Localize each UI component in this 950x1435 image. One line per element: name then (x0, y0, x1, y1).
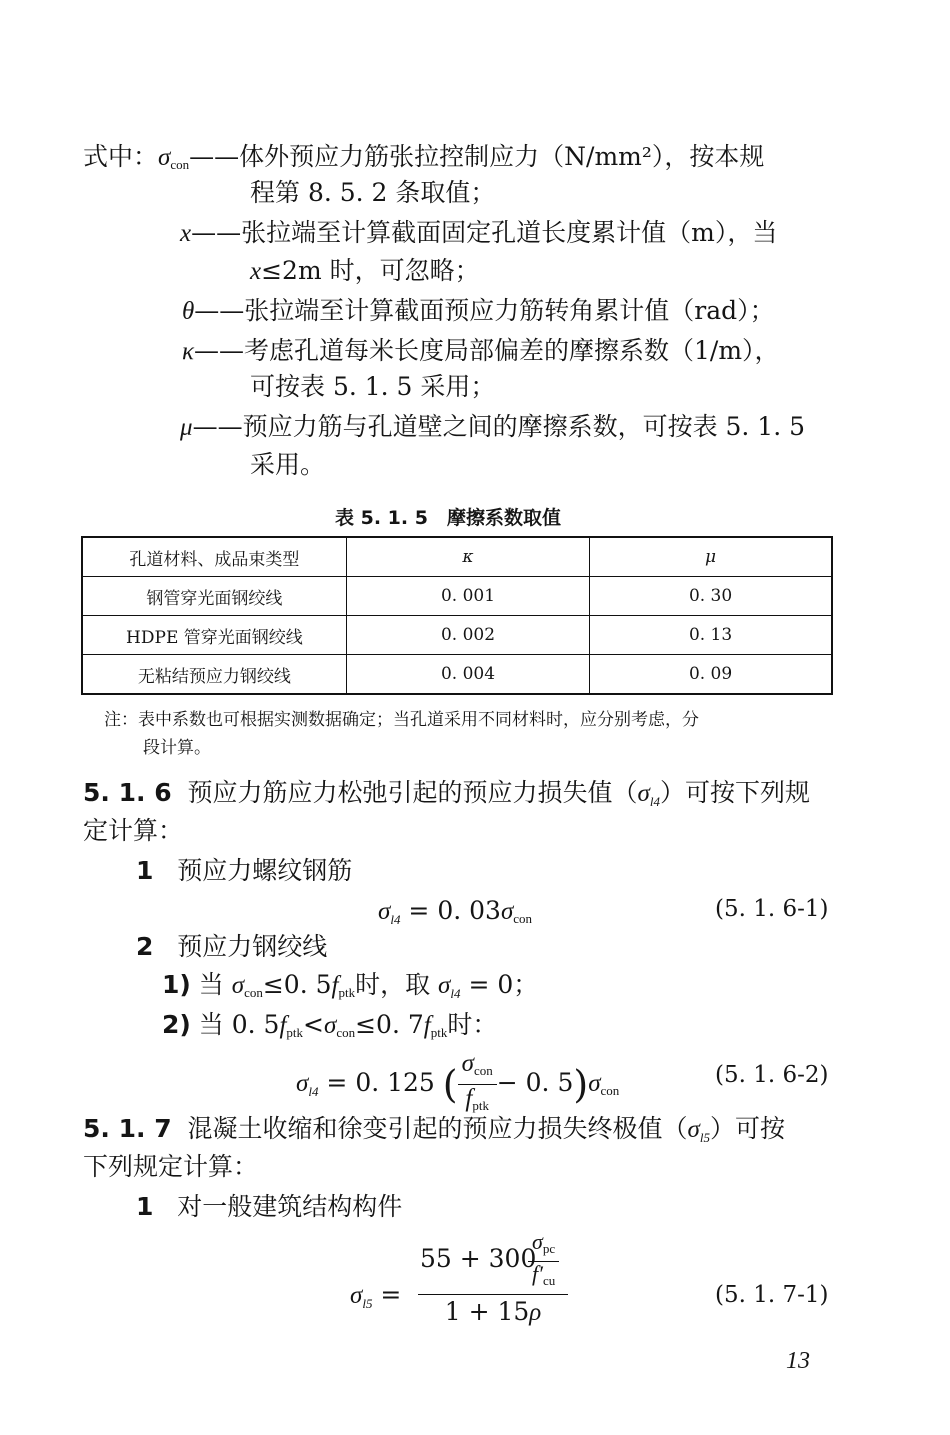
table-caption: 表 5. 1. 5 摩擦系数取值 (335, 507, 561, 529)
cu-subscript: cu (542, 1273, 556, 1288)
def-kappa-text-1: 考虑孔道每米长度局部偏差的摩擦系数（1/m）， (244, 336, 780, 365)
equation-number: (5. 1. 7-1) (715, 1282, 829, 1308)
table-note-1: 注：表中系数也可根据实测数据确定；当孔道采用不同材料时，应分别考虑，分 (104, 710, 699, 730)
numerator-text: 55 + 300 (420, 1244, 537, 1273)
inner-fraction (528, 1230, 559, 1293)
sigma-symbol: σ (687, 1116, 700, 1143)
con-subscript: con (170, 157, 190, 172)
def-x-text-1: 张拉端至计算截面固定孔道长度累计值（m），当 (241, 218, 778, 247)
def-dash: —— (189, 142, 240, 171)
item-text: 预应力钢绞线 (177, 932, 328, 961)
con-subscript: con (473, 1063, 493, 1078)
table-row (82, 655, 832, 695)
pc-subscript: pc (542, 1241, 556, 1256)
section-text: ）可按 (709, 1114, 785, 1143)
subitem-1 (162, 968, 538, 1011)
subitem-text: ≤0. 7 (355, 1010, 424, 1039)
subitem-number: 2) (162, 1010, 191, 1039)
equation-text: = 0. 03 (408, 896, 501, 925)
fraction (458, 1050, 497, 1119)
section-text: 混凝土收缩和徐变引起的预应力损失终极值（ (187, 1114, 688, 1143)
table-cell: 0. 001 (346, 577, 589, 616)
l5-subscript: l5 (699, 1130, 710, 1145)
def-kappa (182, 334, 780, 369)
equation-text: − 0. 5 (496, 1068, 574, 1097)
def-mu-text-1: 预应力筋与孔道壁之间的摩擦系数，可按表 5. 1. 5 (242, 412, 806, 441)
item-text: 对一般建筑结构构件 (177, 1192, 403, 1221)
item-number: 1 (136, 1192, 154, 1221)
sigma-symbol: σ (323, 1012, 337, 1039)
l4-subscript: l4 (390, 912, 401, 927)
f-symbol: f (465, 1085, 473, 1112)
fcu-symbol: f′ (532, 1261, 543, 1286)
def-x-cont (250, 254, 480, 289)
def-sigma-con-cont (250, 176, 495, 210)
mu-symbol: μ (180, 414, 193, 441)
denominator-text: 1 + 15 (444, 1297, 530, 1326)
def-dash: —— (191, 218, 242, 247)
equation-text: = 0. 125 (326, 1068, 435, 1097)
table-cell: 0. 30 (590, 577, 832, 616)
table-row (82, 577, 832, 616)
friction-table (81, 536, 833, 695)
con-subscript: con (600, 1083, 620, 1098)
equation-5-1-7-1-fraction (418, 1230, 568, 1330)
sigma-symbol: σ (350, 1282, 363, 1309)
def-mu-cont (250, 448, 325, 482)
open-paren: ( (442, 1062, 458, 1107)
equation-5-1-7-1-lhs: $\sigma_{l5}$ = (350, 1280, 402, 1311)
rho-symbol: ρ (529, 1299, 542, 1326)
subitem-text: 时，取 (355, 970, 439, 999)
table-cell: HDPE 管穿光面钢绞线 (82, 616, 346, 655)
l4-subscript: l4 (649, 794, 660, 809)
sigma-symbol: σ (637, 780, 650, 807)
sigma-symbol: σ (438, 972, 451, 999)
f-symbol: f (423, 1012, 431, 1039)
sigma-symbol: σ (158, 144, 171, 171)
def-kappa-text-2: 可按表 5. 1. 5 采用； (250, 372, 496, 401)
sigma-symbol: σ (588, 1070, 601, 1097)
table-header-cell: μ (590, 537, 832, 577)
sigma-symbol: σ (461, 1050, 474, 1077)
def-dash: —— (192, 412, 243, 441)
close-paren: ) (573, 1062, 589, 1107)
subitem-text: 时： (447, 1010, 498, 1039)
subitem-text: < (303, 1010, 324, 1039)
table-cell: 0. 09 (590, 655, 832, 695)
item-2-strand (136, 930, 327, 964)
table-header-row (82, 537, 832, 577)
table-cell: 0. 13 (590, 616, 832, 655)
table-cell: 无粘结预应力钢绞线 (82, 655, 346, 695)
ptk-subscript: ptk (472, 1098, 489, 1113)
l4-subscript: l4 (450, 986, 461, 1001)
ptk-subscript: ptk (286, 1025, 304, 1040)
def-x-text-2: ≤2m 时，可忽略； (261, 256, 480, 285)
section-5-1-7-cont: 下列规定计算： (83, 1152, 259, 1181)
item-1-general-members (136, 1190, 402, 1224)
table-row (82, 616, 832, 655)
def-kappa-cont (250, 370, 495, 404)
equation-5-1-6-1 (378, 894, 532, 937)
def-mu-text-2: 采用。 (250, 450, 326, 479)
subitem-number: 1) (162, 970, 191, 999)
item-text: 预应力螺纹钢筋 (177, 856, 353, 885)
item-number: 1 (136, 856, 154, 885)
subitem-text: = 0； (468, 970, 539, 999)
table-cell: 0. 002 (346, 616, 589, 655)
section-5-1-7-heading (83, 1112, 785, 1155)
f-symbol: f (331, 972, 339, 999)
item-number: 2 (136, 932, 154, 961)
l4-subscript: l4 (308, 1084, 319, 1099)
con-subscript: con (244, 985, 263, 1000)
def-dash: —— (194, 336, 244, 365)
section-5-1-6-heading (83, 776, 810, 819)
l5-subscript: l5 (362, 1296, 373, 1311)
def-dash: —— (194, 296, 245, 325)
subitem-2 (162, 1008, 497, 1050)
ptk-subscript: ptk (338, 985, 356, 1000)
con-subscript: con (513, 911, 533, 926)
section-number: 5. 1. 6 (83, 778, 172, 807)
section-text: ）可按下列规 (659, 778, 810, 807)
fraction-denominator (418, 1295, 568, 1330)
section-number: 5. 1. 7 (83, 1114, 172, 1143)
defs-intro: 式中： (83, 142, 159, 171)
section-text: 预应力筋应力松弛引起的预应力损失值（ (187, 778, 638, 807)
fraction-numerator (418, 1230, 568, 1294)
section-5-1-6-cont: 定计算： (83, 816, 184, 845)
table-header-cell: κ (346, 537, 589, 577)
def-mu (180, 410, 805, 445)
def-sigma-con-text-2: 程第 8. 5. 2 条取值； (250, 178, 496, 207)
x-symbol: x (180, 220, 192, 247)
subitem-text: 当 0. 5 (198, 1010, 280, 1039)
sigma-symbol: σ (500, 898, 514, 925)
sigma-symbol: σ (296, 1070, 309, 1097)
theta-symbol: θ (182, 298, 195, 325)
table-cell: 钢管穿光面钢绞线 (82, 577, 346, 616)
item-1-threaded-bar (136, 854, 352, 888)
def-x (180, 216, 777, 251)
x-symbol-inline: x (250, 258, 262, 285)
sigma-symbol: σ (231, 972, 245, 999)
con-subscript: con (336, 1025, 356, 1040)
table-cell: 0. 004 (346, 655, 589, 695)
subitem-text: ≤0. 5 (262, 970, 332, 999)
sigma-symbol: σ (532, 1229, 543, 1254)
subitem-text: 当 (198, 970, 232, 999)
equation-number: (5. 1. 6-1) (715, 896, 829, 922)
def-theta-text: 张拉端至计算截面预应力筋转角累计值（rad）； (244, 296, 775, 325)
def-sigma-con-text-1: 体外预应力筋张拉控制应力（N/mm²），按本规 (239, 142, 765, 171)
table-note-2: 段计算。 (143, 738, 211, 758)
table-header-cell: 孔道材料、成品束类型 (82, 537, 346, 577)
ptk-subscript: ptk (430, 1025, 448, 1040)
def-theta (182, 294, 775, 329)
kappa-symbol: κ (182, 338, 194, 365)
equation-number: (5. 1. 6-2) (715, 1062, 829, 1088)
f-symbol: f (279, 1012, 287, 1039)
sigma-symbol: σ (378, 898, 391, 925)
page-number: 13 (786, 1348, 810, 1374)
